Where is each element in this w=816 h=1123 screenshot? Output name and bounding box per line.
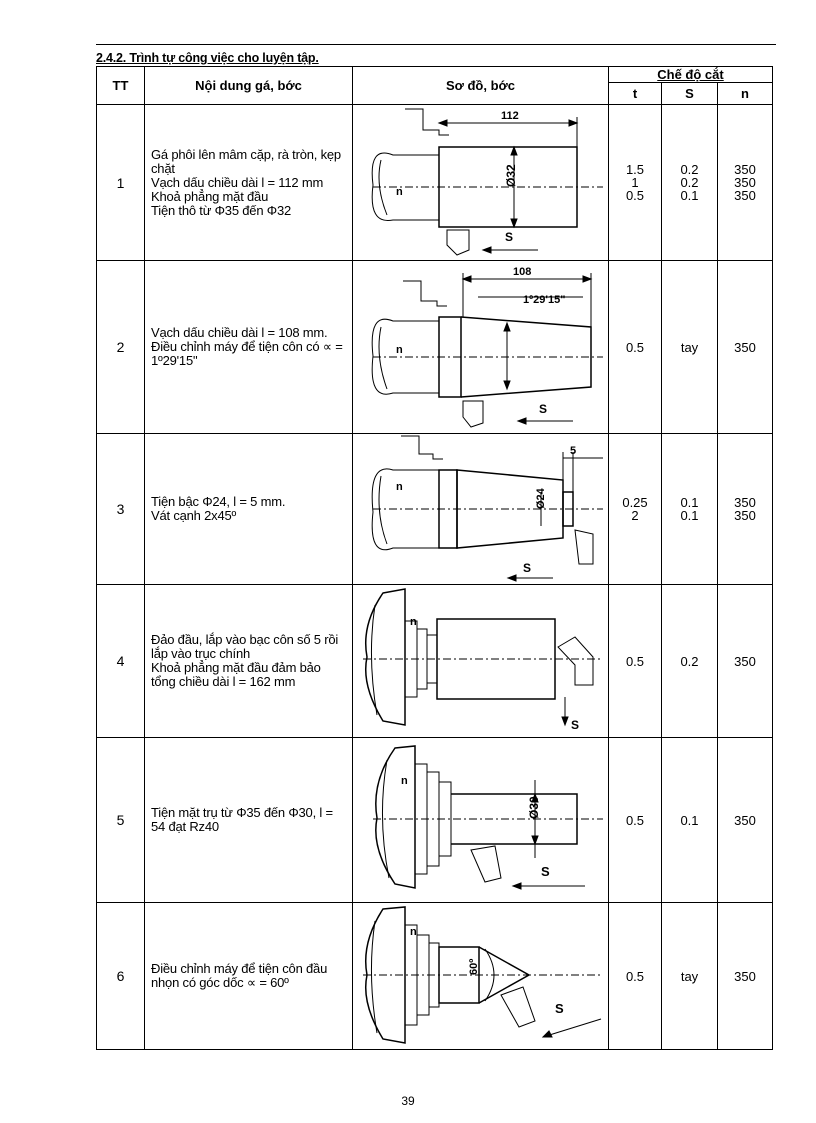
cell-s: 0.1 <box>662 738 718 903</box>
arrow <box>483 247 491 253</box>
arrow <box>463 276 471 282</box>
arrow <box>532 836 538 844</box>
row-content: Tiện bậc Φ24, l = 5 mm. Vát cạnh 2x45º <box>145 434 353 585</box>
cell-s: 0.2 0.2 0.1 <box>662 105 718 261</box>
dim-label: 108 <box>513 266 532 278</box>
cutting-tool <box>575 530 593 564</box>
row-number: 2 <box>97 261 145 434</box>
row-content: Đảo đầu, lắp vào bạc côn số 5 rồi lắp vào trục chính Khoả phẳng mặt đầu đảm bảo tổng chiều dài l = 162 mm <box>145 585 353 738</box>
cell-s: tay <box>662 261 718 434</box>
arrow <box>562 717 568 725</box>
arrow <box>511 147 517 155</box>
arrow <box>504 381 510 389</box>
tool-holder <box>403 281 447 306</box>
cell-t: 0.5 <box>609 585 662 738</box>
diagram-step-1 <box>353 105 609 261</box>
arrow <box>518 418 526 424</box>
row-content: Tiện mặt trụ từ Φ35 đến Φ30, l = 54 đạt Rz40 <box>145 738 353 903</box>
cell-s: 0.2 <box>662 585 718 738</box>
row-number: 3 <box>97 434 145 585</box>
header-tt: TT <box>97 67 145 105</box>
cell-n: 350 350 350 <box>718 105 773 261</box>
top-rule <box>96 44 776 45</box>
header-content: Nội dung gá, bớc <box>145 67 353 105</box>
diagram-step-5 <box>353 738 609 903</box>
cell-t: 0.5 <box>609 261 662 434</box>
dim-label: 5 <box>570 445 577 457</box>
arrow <box>513 883 521 889</box>
dia-label: Ø24 <box>535 488 547 509</box>
row-number: 5 <box>97 738 145 903</box>
arrow <box>543 1031 552 1037</box>
rot-label: n <box>396 481 403 493</box>
angle-label: 60º <box>468 958 480 975</box>
cutting-tool <box>447 230 469 255</box>
row-content: Gá phôi lên mâm cặp, rà tròn, kẹp chặt Vạch dấu chiều dài l = 112 mm Khoả phẳng mặt đầu Tiện thô từ Φ35 đến Φ32 <box>145 105 353 261</box>
arrow <box>508 575 516 581</box>
rot-label: n <box>401 775 408 787</box>
table-row <box>97 434 773 585</box>
row-content: Vạch dấu chiều dài l = 108 mm. Điều chỉnh máy để tiện côn có ∝ = 1º29'15" <box>145 261 353 434</box>
header-t: t <box>609 83 662 105</box>
diagram-step-4 <box>353 585 609 738</box>
rot-label: n <box>410 926 417 938</box>
feed-label: S <box>541 864 550 879</box>
row-content: Điều chỉnh máy để tiện côn đầu nhọn có góc dốc ∝ = 60º <box>145 903 353 1050</box>
cell-n: 350 <box>718 585 773 738</box>
cell-t: 0.5 <box>609 738 662 903</box>
diagram-step-2 <box>353 261 609 434</box>
cutting-tool <box>471 846 501 882</box>
rot-label: n <box>410 616 417 628</box>
chuck <box>376 746 415 888</box>
header-n: n <box>718 83 773 105</box>
header-diagram: Sơ đồ, bớc <box>353 67 609 105</box>
cell-n: 350 <box>718 903 773 1050</box>
table-row <box>97 261 773 434</box>
feed-arrow <box>543 1019 601 1037</box>
dia-label: Ø32 <box>504 164 518 187</box>
work-sequence-table <box>96 66 773 1050</box>
cell-t: 0.25 2 <box>609 434 662 585</box>
diagram-step-3 <box>353 434 609 585</box>
cutting-tool <box>501 987 535 1027</box>
table-row <box>97 903 773 1050</box>
row-number: 1 <box>97 105 145 261</box>
arrow <box>511 219 517 227</box>
arrow <box>583 276 591 282</box>
arrow <box>504 323 510 331</box>
header-s: S <box>662 83 718 105</box>
arrow <box>569 120 577 126</box>
tool-holder <box>401 436 443 459</box>
table-row <box>97 105 773 261</box>
feed-label: S <box>555 1001 564 1016</box>
cell-t: 1.5 1 0.5 <box>609 105 662 261</box>
cell-n: 350 <box>718 738 773 903</box>
page-number: 39 <box>401 1094 415 1108</box>
cutting-tool <box>558 637 593 685</box>
angle-label: 1º29'15" <box>523 294 566 306</box>
diagram-step-6 <box>353 903 609 1050</box>
dia-label: Ø30 <box>527 796 541 819</box>
feed-label: S <box>523 561 532 575</box>
dim-label: 112 <box>501 110 519 122</box>
cell-t: 0.5 <box>609 903 662 1050</box>
cutting-tool <box>463 401 483 427</box>
row-number: 6 <box>97 903 145 1050</box>
row-number: 4 <box>97 585 145 738</box>
chuck-curve <box>379 327 387 389</box>
section-title: 2.4.2. Trình tự công việc cho luyện tập. <box>96 51 319 65</box>
cell-n: 350 350 <box>718 434 773 585</box>
cell-n: 350 <box>718 261 773 434</box>
feed-label: S <box>505 230 514 244</box>
table-row <box>97 585 773 738</box>
chuck-curve <box>379 476 387 544</box>
arrow <box>439 120 447 126</box>
cell-s: tay <box>662 903 718 1050</box>
header-mode: Chế độ cắt <box>609 67 773 83</box>
rot-label: n <box>396 186 403 198</box>
table-row <box>97 738 773 903</box>
feed-label: S <box>539 402 548 416</box>
feed-label: S <box>571 718 580 732</box>
cell-s: 0.1 0.1 <box>662 434 718 585</box>
rot-label: n <box>396 344 403 356</box>
